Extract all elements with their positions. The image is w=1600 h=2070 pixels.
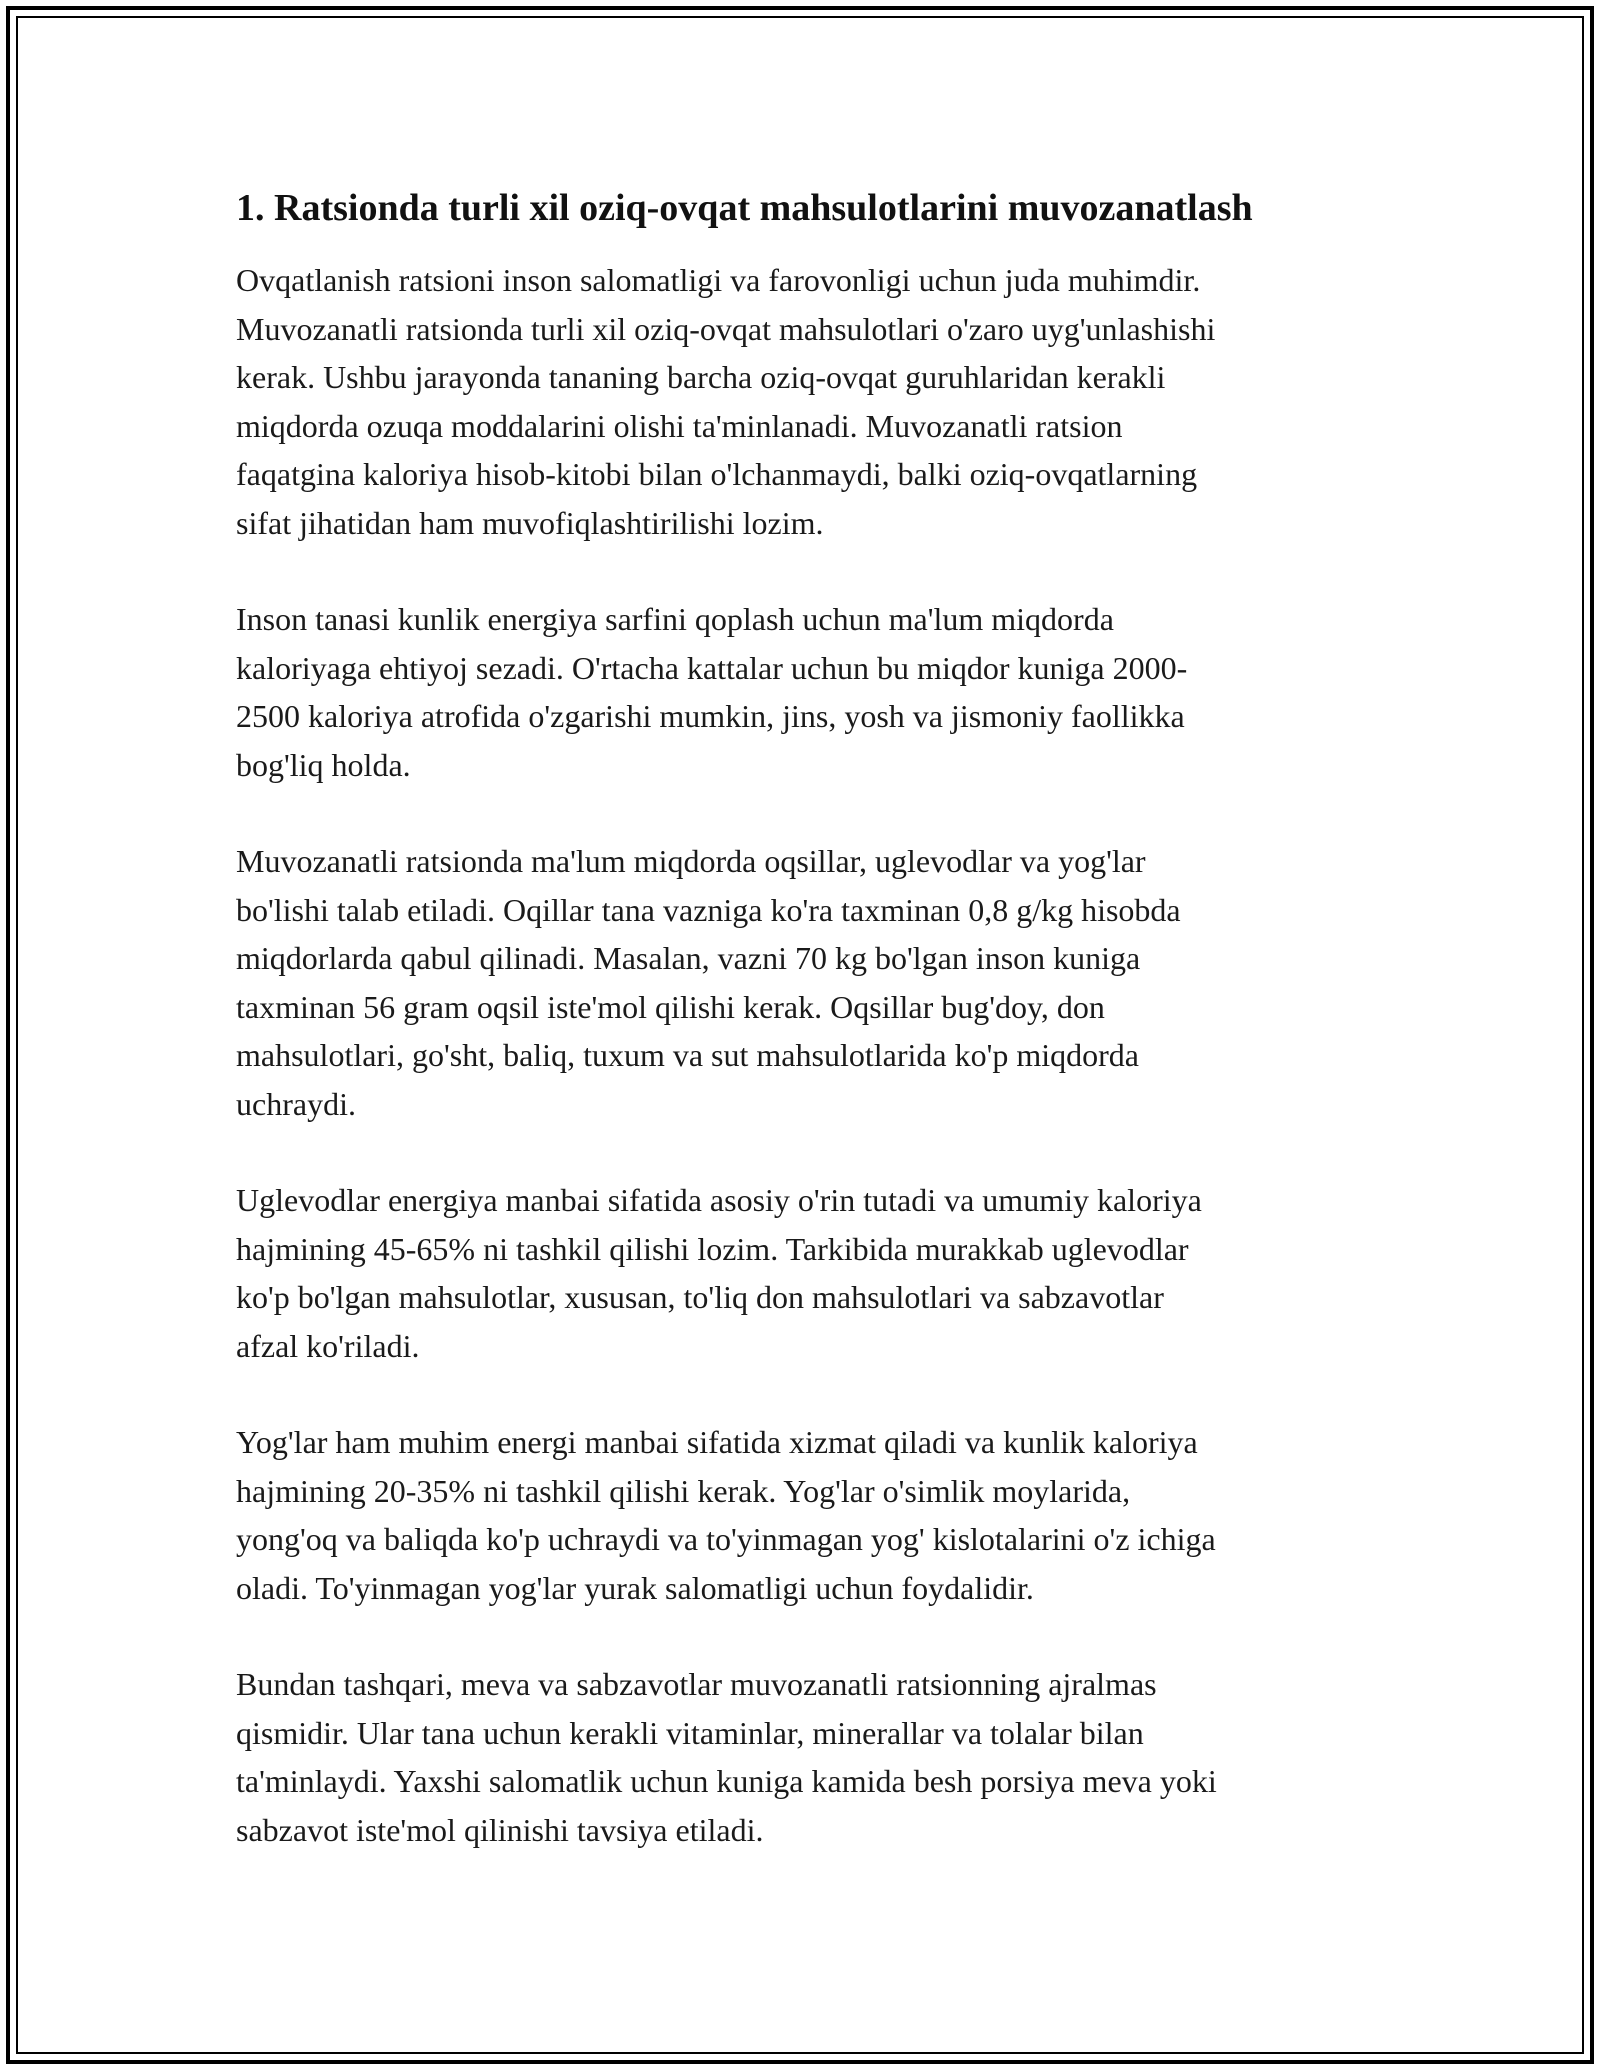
paragraph-intro: Ovqatlanish ratsioni inson salomatligi va farovonligi uchun juda muhimdir. Muvozanatli ratsionda turli xil oziq-ovqat mahsulotlari o'zaro uyg'unlashishi kerak. Ushbu jarayonda tananing barcha oziq-ovqat guruhlaridan kerakli miqdorda ozuqa moddalarini olishi ta'minlanadi. Muvozanatli ratsion faqatgina kaloriya hisob-kitobi bilan o'lchanmaydi, balki oziq-ovqatlarning sifat jihatidan ham muvofiqlashtirilishi lozim. <box>236 262 1216 541</box>
paragraph-carbohydrates: Uglevodlar energiya manbai sifatida asosiy o'rin tutadi va umumiy kaloriya hajmining 45-65% ni tashkil qilishi lozim. Tarkibida murakkab uglevodlar ko'p bo'lgan mahsulotlar, xususan, to'liq don mahsulotlari va sabzavotlar afzal ko'riladi. <box>236 1182 1202 1364</box>
paragraph-fruits-vegetables: Bundan tashqari, meva va sabzavotlar muvozanatli ratsionning ajralmas qismidir. Ular tana uchun kerakli vitaminlar, minerallar va tolalar bilan ta'minlaydi. Yaxshi salomatlik uchun kuniga kamida besh porsiya meva yoki sabzavot iste'mol qilinishi tavsiya etiladi. <box>236 1666 1217 1848</box>
document-body <box>236 184 1376 1902</box>
section-heading: 1. Ratsionda turli xil oziq-ovqat mahsulotlarini muvozanatlash <box>236 187 1253 229</box>
paragraph-proteins: Muvozanatli ratsionda ma'lum miqdorda oqsillar, uglevodlar va yog'lar bo'lishi talab etiladi. Oqillar tana vazniga ko'ra taxminan 0,8 g/kg hisobda miqdorlarda qabul qilinadi. Masalan, vazni 70 kg bo'lgan inson kuniga taxminan 56 gram oqsil iste'mol qilishi kerak. Oqsillar bug'doy, don mahsulotlari, go'sht, baliq, tuxum va sut mahsulotlarida ko'p miqdorda uchraydi. <box>236 843 1181 1122</box>
paragraph-calories: Inson tanasi kunlik energiya sarfini qoplash uchun ma'lum miqdorda kaloriyaga ehtiyoj sezadi. O'rtacha kattalar uchun bu miqdor kuniga 2000- 2500 kaloriya atrofida o'zgarishi mumkin, jins, yosh va jismoniy faollikka bog'liq holda. <box>236 601 1188 783</box>
paragraph-fats: Yog'lar ham muhim energi manbai sifatida xizmat qiladi va kunlik kaloriya hajmining 20-35% ni tashkil qilishi kerak. Yog'lar o'simlik moylarida, yong'oq va baliqda ko'p uchraydi va to'yinmagan yog' kislotalarini o'z ichiga oladi. To'yinmagan yog'lar yurak salomatligi uchun foydalidir. <box>236 1424 1216 1606</box>
